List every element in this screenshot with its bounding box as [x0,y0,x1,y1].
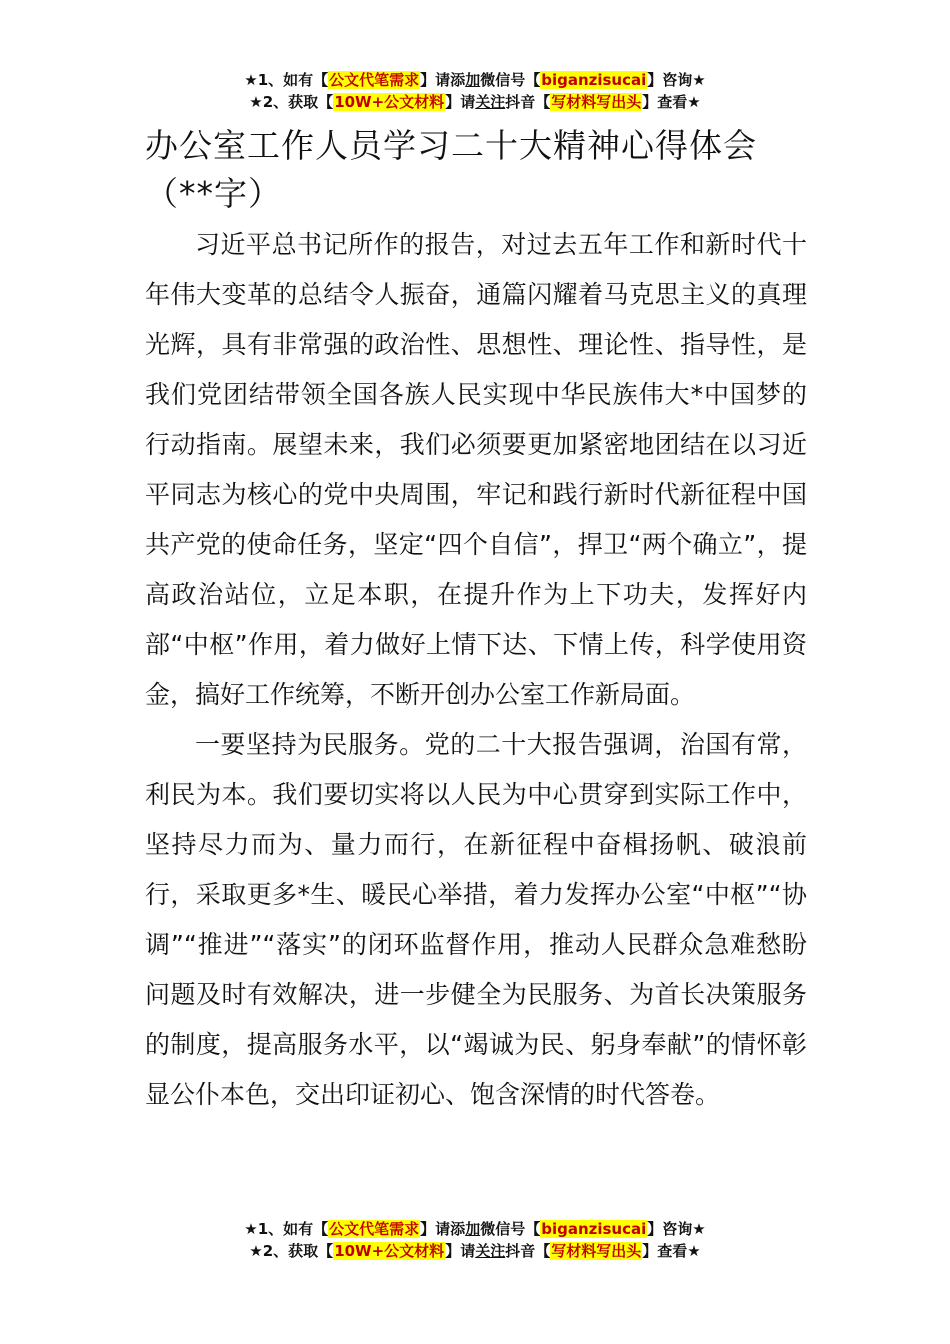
promo-highlight-douyin: 写材料写出头 [551,1242,642,1260]
promo-line-1-middle: 】请添 [420,1220,466,1238]
promo-line-2-prefix: ★2、获取【 [249,93,334,111]
promo-highlight-materials: 10W+公文材料 [334,1242,445,1260]
promo-line-2-suffix: 】查看★ [642,1242,701,1260]
promo-underlined-text: 加 [465,1220,481,1238]
document-title: 办公室工作人员学习二十大精神心得体会（**字） [145,126,757,213]
promo-line-2-middle: 】请 [445,93,476,111]
promo-line-2 [0,1240,950,1262]
document-body [145,220,807,1120]
promo-line-1-prefix: ★1、如有【 [244,71,329,89]
promo-line-2 [0,91,950,113]
promo-highlight-wechat-id: biganzisucai [541,1220,647,1238]
promo-highlight-douyin: 写材料写出头 [551,93,642,111]
promo-underlined-follow: 关注 [475,1242,506,1260]
paragraph-intro: 习近平总书记所作的报告，对过去五年工作和新时代十年伟大变革的总结令人振奋，通篇闪耀着马克思主义的真理光辉，具有非常强的政治性、思想性、理论性、指导性，是我们党团结带领全国各族人民实现中华民族伟大*中国梦的行动指南。展望未来，我们必须要更加紧密地团结在以习近平同志为核心的党中央周围，牢记和践行新时代新征程中国共产党的使命任务，坚定“四个自信”，捍卫“两个确立”，提高政治站位，立足本职，在提升作为上下功夫，发挥好内部“中枢”作用，着力做好上情下达、下情上传，科学使用资金，搞好工作统筹，不断开创办公室工作新局面。 [145,230,807,709]
paragraph-serve-people: 一要坚持为民服务。党的二十大报告强调，治国有常，利民为本。我们要切实将以人民为中心贯穿到实际工作中，坚持尽力而为、量力而行，在新征程中奋楫扬帆、破浪前行，采取更多*生、暖民心举措，着力发挥办公室“中枢”“协调”“推进”“落实”的闭环监督作用，推动人民群众急难愁盼问题及时有效解决，进一步健全为民服务、为首长决策服务的制度，提高服务水平，以“竭诚为民、躬身奉献”的情怀彰显公仆本色，交出印证初心、饱含深情的时代答卷。 [145,730,807,1109]
promo-line-1-suffix: 】咨询★ [647,71,706,89]
promo-line-2-prefix: ★2、获取【 [249,1242,334,1260]
promo-underlined-text: 加 [465,71,481,89]
promo-underlined-follow: 关注 [475,93,506,111]
promo-line-1-middle-2: 微信号【 [480,71,541,89]
promo-banner-top [0,69,950,113]
promo-line-2-suffix: 】查看★ [642,93,701,111]
promo-highlight-service: 公文代笔需求 [329,71,420,89]
promo-line-2-middle-2: 抖音【 [505,93,551,111]
promo-line-2-middle-2: 抖音【 [505,1242,551,1260]
promo-line-1-suffix: 】咨询★ [647,1220,706,1238]
promo-line-1 [0,69,950,91]
promo-line-1-middle-2: 微信号【 [480,1220,541,1238]
promo-line-1 [0,1218,950,1240]
promo-highlight-materials: 10W+公文材料 [334,93,445,111]
promo-line-2-middle: 】请 [445,1242,476,1260]
promo-line-1-prefix: ★1、如有【 [244,1220,329,1238]
promo-line-1-middle: 】请添 [420,71,466,89]
promo-highlight-service: 公文代笔需求 [329,1220,420,1238]
promo-banner-bottom [0,1218,950,1262]
promo-highlight-wechat-id: biganzisucai [541,71,647,89]
